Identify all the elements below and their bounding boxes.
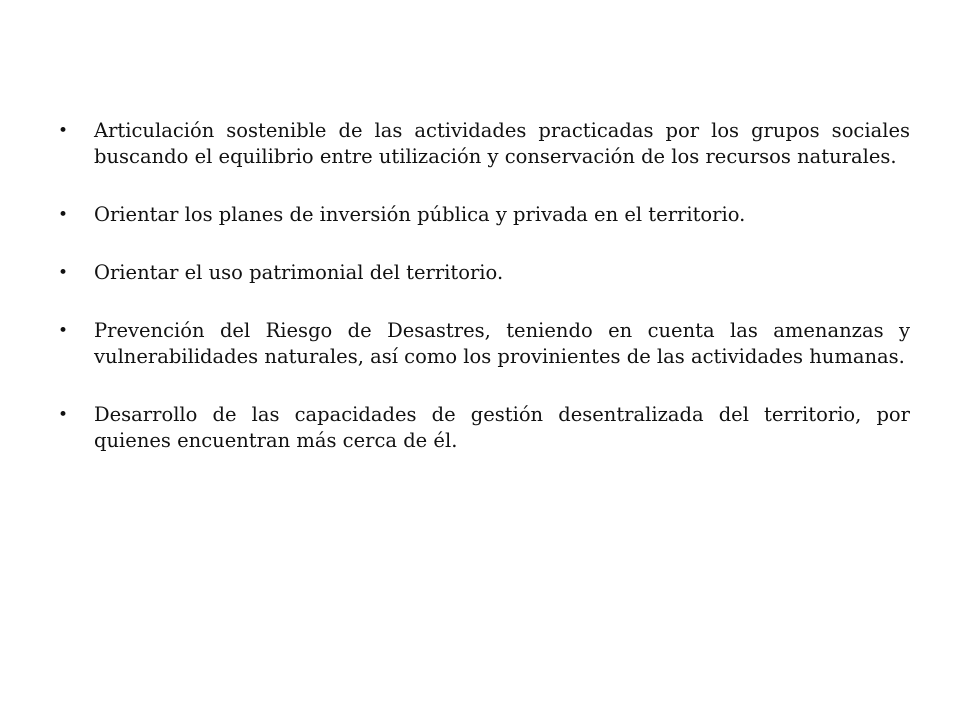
bullet-text: Orientar los planes de inversión pública y privada en el territorio.: [94, 203, 746, 226]
bullet-item: [58, 202, 910, 228]
bullet-text: Orientar el uso patrimonial del territorio.: [94, 261, 504, 284]
bullet-icon: •: [58, 321, 69, 341]
bullet-text: Prevención del Riesgo de Desastres, teniendo en cuenta las amenanzas y vulnerabilidades naturales, así como los provinientes de las actividades humanas.: [94, 319, 910, 368]
bullet-icon: •: [58, 121, 69, 141]
bullet-item: [58, 318, 910, 370]
bullet-item: [58, 260, 910, 286]
bullet-icon: •: [58, 263, 69, 283]
bullet-item: [58, 402, 910, 454]
bullet-text: Desarrollo de las capacidades de gestión desentralizada del territorio, por quienes encuentran más cerca de él.: [94, 403, 910, 452]
bullet-icon: •: [58, 205, 69, 225]
bullet-icon: •: [58, 405, 69, 425]
bullet-text: Articulación sostenible de las actividades practicadas por los grupos sociales buscando el equilibrio entre utilización y conservación de los recursos naturales.: [94, 119, 910, 168]
bullet-item: [58, 118, 910, 170]
bullet-list: [58, 118, 910, 486]
